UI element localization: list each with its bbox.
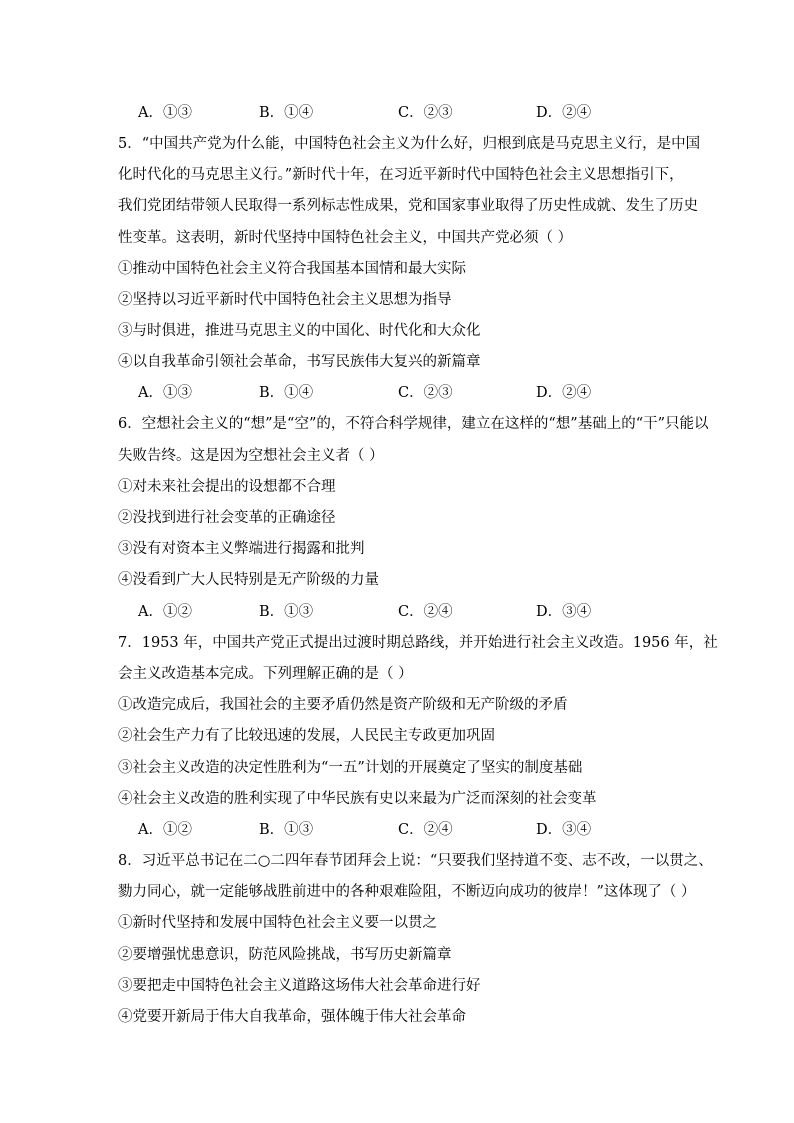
q4-option-a[interactable]: A．①③	[138, 105, 192, 121]
q6-item-1: ①对未来社会提出的设想都不合理	[118, 479, 336, 495]
q5-option-c[interactable]: C．②③	[398, 385, 453, 401]
q5-stem-line: 化时代化的马克思主义行。”新时代十年，在习近平新时代中国特色社会主义思想指引下，	[118, 167, 684, 183]
q6-stem-line: 失败告终。这是因为空想社会主义者（ ）	[118, 448, 384, 464]
q5-item-2: ②坚持以习近平新时代中国特色社会主义思想为指导	[118, 292, 452, 308]
q5-item-1: ①推动中国特色社会主义符合我国基本国情和最大实际	[118, 261, 466, 277]
q8-stem-line: 8．习近平总书记在二○二四年春节团拜会上说：“只要我们坚持道不变、志不改，一以贯之、	[118, 853, 713, 869]
q5-stem-line: 我们党团结带领人民取得一系列标志性成果，党和国家事业取得了历史性成就、发生了历史	[118, 198, 698, 214]
q4-option-d[interactable]: D．②④	[536, 105, 592, 121]
q5-stem-line: 性变革。这表明，新时代坚持中国特色社会主义，中国共产党必须（ ）	[118, 230, 573, 246]
q5-item-4: ④以自我革命引领社会革命，书写民族伟大复兴的新篇章	[118, 354, 481, 370]
q4-options	[138, 103, 618, 123]
q5-option-b[interactable]: B．①④	[259, 385, 314, 401]
q6-option-c[interactable]: C．②④	[398, 604, 453, 620]
q4-option-b[interactable]: B．①④	[259, 105, 314, 121]
q5-options	[138, 383, 618, 403]
q7-stem-line: 7．1953 年，中国共产党正式提出过渡时期总路线，并开始进行社会主义改造。1956 年，社	[118, 635, 718, 651]
q8-stem-line: 勠力同心，就一定能够战胜前进中的各种艰难险阻，不断迈向成功的彼岸！”这体现了（ ）	[118, 884, 696, 900]
q8-item-2: ②要增强忧患意识，防范风险挑战，书写历史新篇章	[118, 947, 452, 963]
q6-option-d[interactable]: D．③④	[536, 604, 592, 620]
q7-option-c[interactable]: C．②④	[398, 822, 453, 838]
q6-item-3: ③没有对资本主义弊端进行揭露和批判	[118, 541, 365, 557]
q6-options	[138, 602, 618, 622]
q7-item-2: ②社会生产力有了比较迅速的发展，人民民主专政更加巩固	[118, 728, 495, 744]
q7-option-a[interactable]: A．①②	[138, 822, 192, 838]
q5-stem-line: 5．“中国共产党为什么能，中国特色社会主义为什么好，归根到底是马克思主义行，是中国	[118, 136, 701, 152]
q6-stem-line: 6．空想社会主义的“想”是“空”的，不符合科学规律，建立在这样的“想”基础上的“干”只能以	[118, 416, 709, 432]
q6-option-b[interactable]: B．①③	[259, 604, 314, 620]
q8-item-3: ③要把走中国特色社会主义道路这场伟大社会革命进行好	[118, 978, 481, 994]
q5-option-d[interactable]: D．②④	[536, 385, 592, 401]
q8-item-1: ①新时代坚持和发展中国特色社会主义要一以贯之	[118, 915, 437, 931]
q7-stem-line: 会主义改造基本完成。下列理解正确的是（ ）	[118, 666, 413, 682]
q6-item-4: ④没看到广大人民特别是无产阶级的力量	[118, 572, 379, 588]
q4-option-c[interactable]: C．②③	[398, 105, 453, 121]
q5-option-a[interactable]: A．①③	[138, 385, 192, 401]
q7-option-d[interactable]: D．③④	[536, 822, 592, 838]
q7-item-3: ③社会主义改造的决定性胜利为“一五”计划的开展奠定了坚实的制度基础	[118, 760, 583, 776]
q7-item-4: ④社会主义改造的胜利实现了中华民族有史以来最为广泛而深刻的社会变革	[118, 791, 597, 807]
q8-item-4: ④党要开新局于伟大自我革命，强体魄于伟大社会革命	[118, 1009, 466, 1025]
q7-option-b[interactable]: B．①③	[259, 822, 314, 838]
q6-item-2: ②没找到进行社会变革的正确途径	[118, 510, 336, 526]
q7-item-1: ①改造完成后，我国社会的主要矛盾仍然是资产阶级和无产阶级的矛盾	[118, 697, 568, 713]
q7-options	[138, 820, 618, 840]
q6-option-a[interactable]: A．①②	[138, 604, 192, 620]
q5-item-3: ③与时俱进，推进马克思主义的中国化、时代化和大众化	[118, 323, 481, 339]
